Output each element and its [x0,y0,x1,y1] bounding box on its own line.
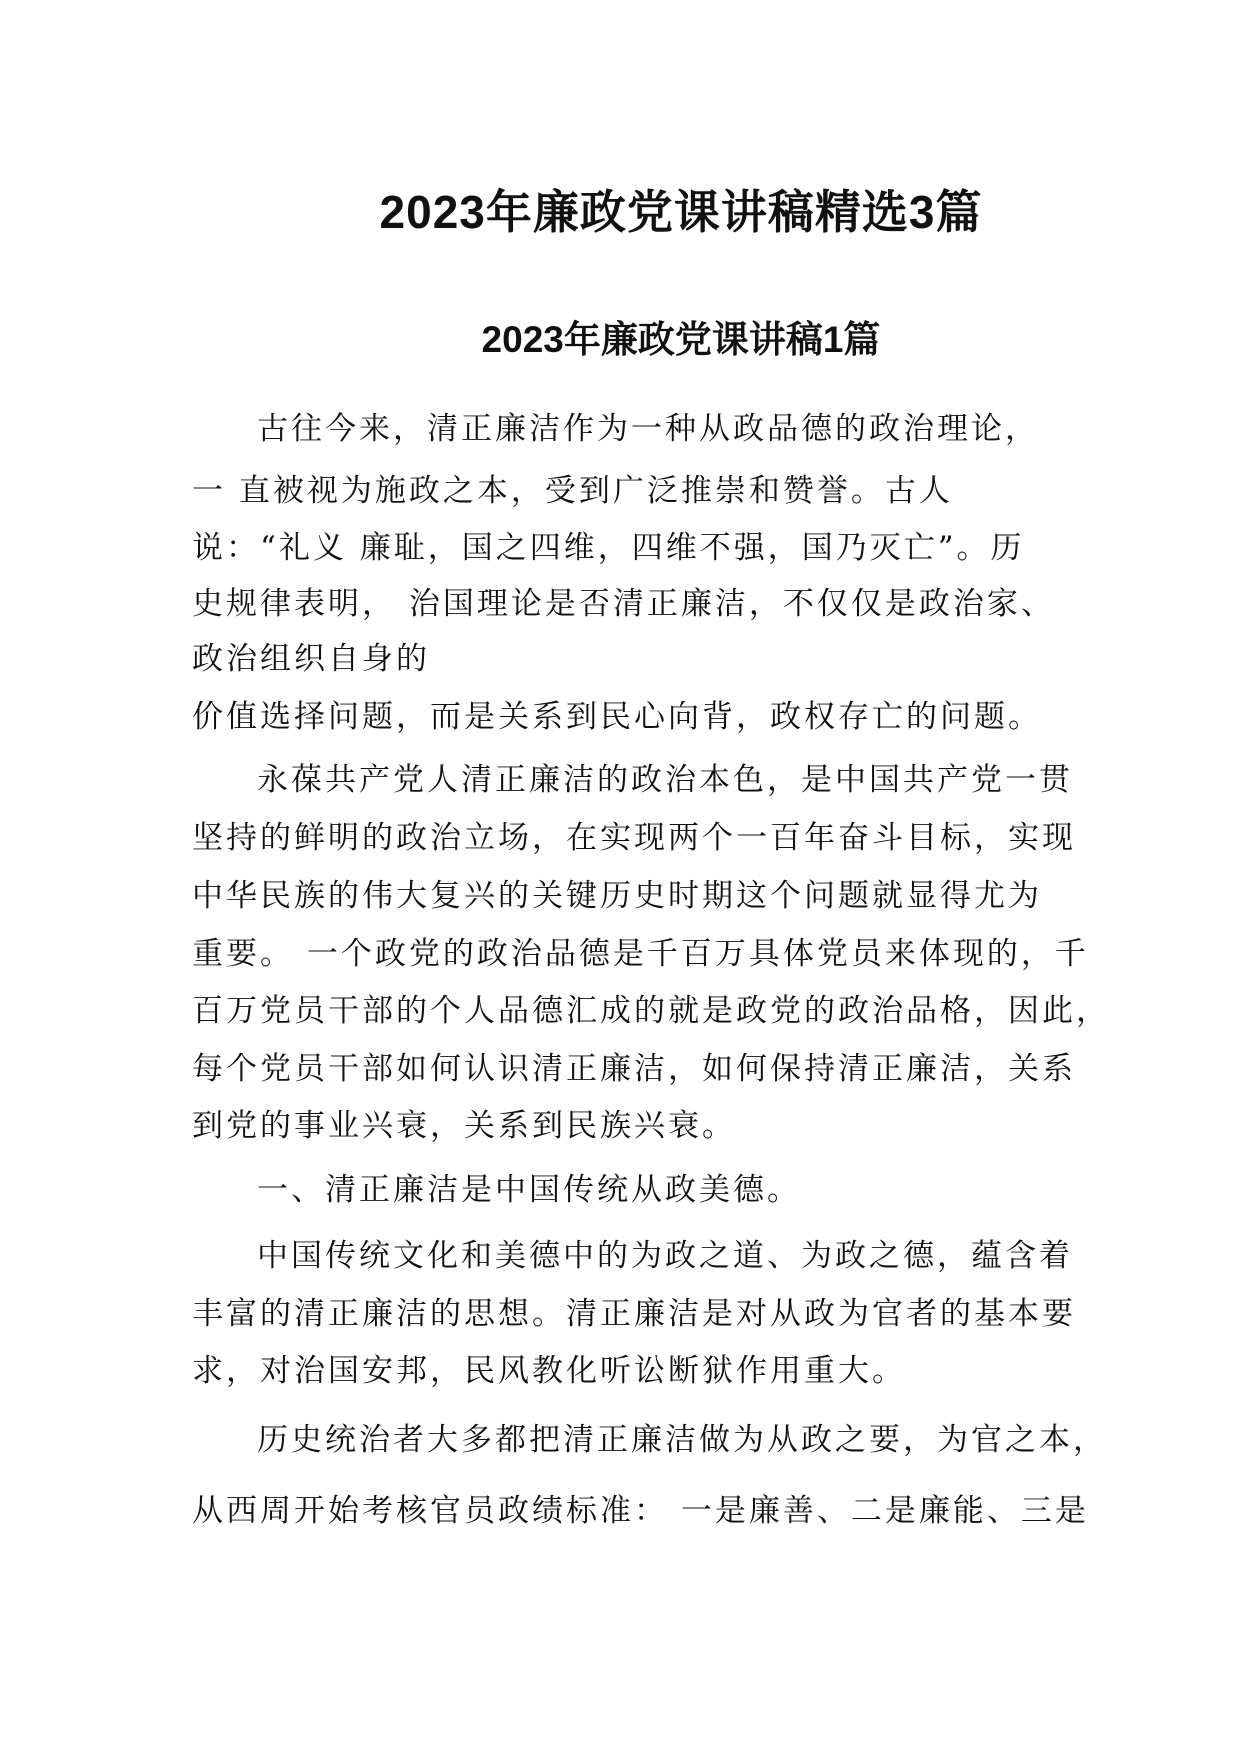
paragraph-line: 求，对治国安邦，民风教化听讼断狱作用重大。 [192,1353,906,1389]
paragraph-line: 政治组织自身的 [192,641,430,677]
paragraph-line: 从西周开始考核官员政绩标准： 一是廉善、二是廉能、三是 [192,1493,1089,1529]
paragraph-line: 中国传统文化和美德中的为政之道、为政之德，蕴含着 [257,1238,1073,1274]
paragraph-line: 坚持的鲜明的政治立场，在实现两个一百年奋斗目标，实现 [192,820,1076,856]
section-title: 2023年廉政党课讲稿1篇 [481,319,881,360]
paragraph-line: 一 直被视为施政之本，受到广泛推崇和赞誉。古人 [192,473,953,509]
paragraph-line: 价值选择问题，而是关系到民心向背，政权存亡的问题。 [192,699,1042,735]
paragraph-line: 重要。 一个政党的政治品德是千百万具体党员来体现的，千 [192,936,1089,972]
paragraph-line: 古往今来，清正廉洁作为一种从政品德的政治理论， [257,411,1039,447]
paragraph-line: 丰富的清正廉洁的思想。清正廉洁是对从政为官者的基本要 [192,1296,1076,1332]
section-heading: 一、清正廉洁是中国传统从政美德。 [257,1172,801,1208]
paragraph-line: 史规律表明， 治国理论是否清正廉洁，不仅仅是政治家、 [192,586,1055,622]
paragraph-line: 历史统治者大多都把清正廉洁做为从政之要，为官之本， [257,1422,1107,1458]
document-title: 2023年廉政党课讲稿精选3篇 [379,186,983,238]
paragraph-line: 每个党员干部如何认识清正廉洁，如何保持清正廉洁，关系 [192,1051,1076,1087]
paragraph-line: 百万党员干部的个人品德汇成的就是政党的政治品格，因此， [192,993,1110,1029]
paragraph-line: 说：“礼义 廉耻，国之四维，四维不强，国乃灭亡”。历 [192,530,1025,566]
paragraph-line: 中华民族的伟大复兴的关键历史时期这个问题就显得尤为 [192,878,1042,914]
paragraph-line: 永葆共产党人清正廉洁的政治本色，是中国共产党一贯 [257,762,1073,798]
paragraph-line: 到党的事业兴衰，关系到民族兴衰。 [192,1108,736,1144]
